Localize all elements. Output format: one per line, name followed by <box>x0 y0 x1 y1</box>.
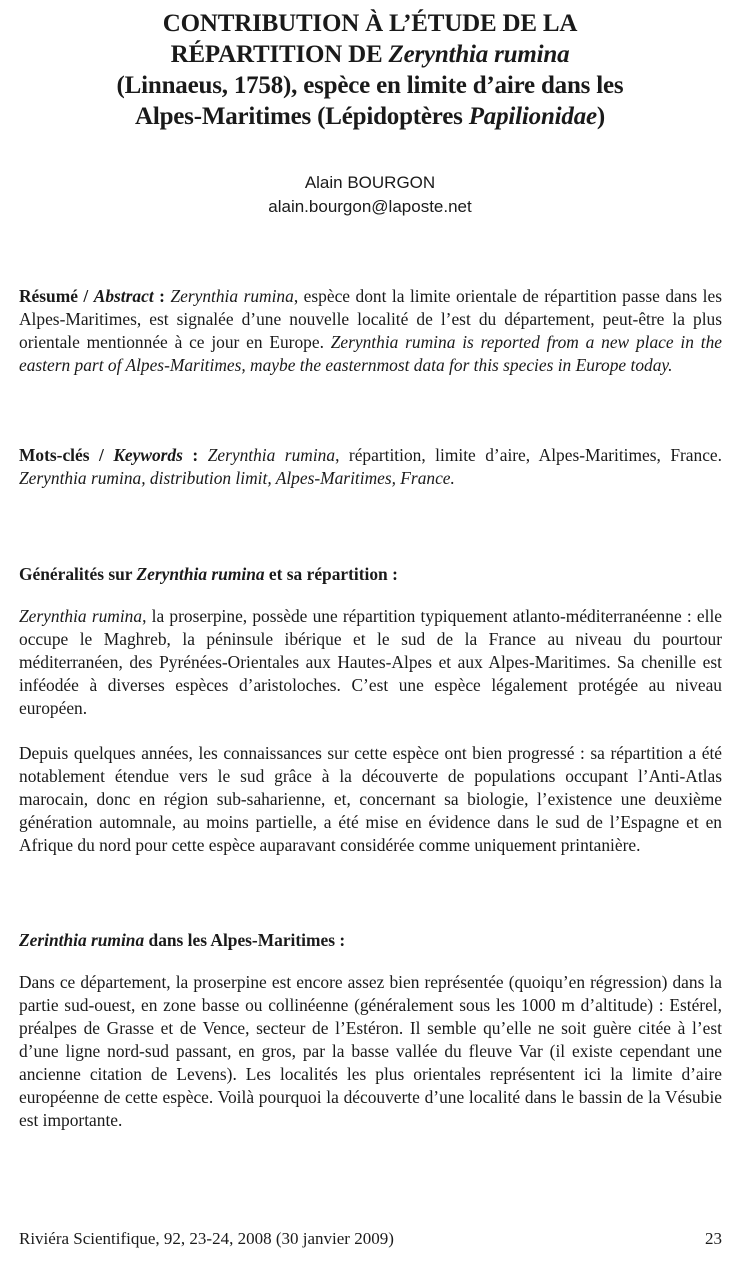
abstract-text-en: Zerynthia rumina is reported from a new place in the eastern part of Alpes-Maritimes, maybe the easternmost data for this species in Europe today. <box>19 332 722 375</box>
section-1-heading-suffix: et sa répartition : <box>264 564 398 584</box>
author-email: alain.bourgon@laposte.net <box>268 197 472 216</box>
keywords-paragraph <box>19 444 722 490</box>
keywords-species: Zerynthia rumina <box>207 445 336 465</box>
keywords-colon: : <box>182 445 208 465</box>
title-line-3: (Linnaeus, 1758), espèce en limite d’aire dans les <box>116 72 624 99</box>
section-1-p1-text: , la proserpine, possède une répartition typiquement atlanto-méditerranéenne : elle occupe le Maghreb, la péninsule ibérique et le sud de la France au niveau du pourtour méditerranéen, des Pyrénées-Orientales aux Hautes-Alpes et aux Alpes-Maritimes. Sa chenille est inféodée à diverses espèces d’aristoloches. C’est une espèce légalement protégée au niveau européen. <box>19 606 722 718</box>
title-line-2-prefix: RÉPARTITION DE <box>170 41 389 68</box>
title-species-name: Zerynthia rumina <box>388 41 570 68</box>
title-line-2 <box>40 39 700 70</box>
abstract-colon: : <box>153 286 171 306</box>
article-title <box>40 8 700 132</box>
section-2-paragraph-1: Dans ce département, la proserpine est encore assez bien représentée (quoiqu’en régression) dans la partie sud-ouest, en zone basse ou collinéenne (généralement sous les 1000 m d’altitude) : Estérel, préalpes de Grasse et de Vence, secteur de l’Estéron. Il semble qu’elle ne soit guère citée à l’est d’une ligne nord-sud passant, en gros, par la basse vallée du fleuve Var (il existe cependant une ancienne citation de Levens). Les localités les plus orientales représentent ici la limite d’aire européenne de cette espèce. Voilà pourquoi la découverte d’une localité dans le bassin de la Vésubie est importante. <box>19 972 722 1130</box>
keywords-label-en: Keywords <box>113 445 183 465</box>
section-1-heading <box>19 562 722 586</box>
abstract-species: Zerynthia rumina <box>170 286 294 306</box>
title-line-4-prefix: Alpes-Maritimes (Lépidoptères <box>134 103 469 130</box>
footer-citation: Riviéra Scientifique, 92, 23-24, 2008 (30 janvier 2009) <box>19 1229 394 1248</box>
section-1-heading-species: Zerynthia rumina <box>136 564 265 584</box>
section-2-heading-species: Zerinthia rumina <box>19 930 145 950</box>
abstract-text-fr: , espèce dont la limite orientale de répartition passe dans les Alpes-Maritimes, est signalée d’une nouvelle localité de l’est du département, peut-être la plus orientale mentionnée à ce jour en Europe. <box>19 286 723 352</box>
page-number: 23 <box>705 1229 722 1248</box>
section-1-paragraph-1 <box>19 605 722 720</box>
section-2-heading <box>19 928 722 952</box>
section-1-heading-prefix: Généralités sur <box>19 564 137 584</box>
title-line-4-suffix: ) <box>596 103 606 130</box>
abstract-label-en: Abstract <box>93 286 154 306</box>
section-2-heading-suffix: dans les Alpes-Maritimes : <box>144 930 346 950</box>
abstract-paragraph <box>19 285 722 377</box>
author-block <box>40 171 700 219</box>
keywords-text-en: Zerynthia rumina, distribution limit, Alpes-Maritimes, France. <box>19 468 455 488</box>
section-1-species: Zerynthia rumina <box>19 606 143 626</box>
keywords-label-fr: Mots-clés / <box>19 445 104 465</box>
author-name: Alain BOURGON <box>304 173 436 192</box>
title-line-1: CONTRIBUTION À L’ÉTUDE DE LA <box>162 10 578 37</box>
keywords-text-fr: , répartition, limite d’aire, Alpes-Maritimes, France. <box>335 445 723 465</box>
title-line-4 <box>40 101 700 132</box>
title-family-name: Papilionidae <box>468 103 597 130</box>
section-1-paragraph-2: Depuis quelques années, les connaissances sur cette espèce ont bien progressé : sa répartition a été notablement étendue vers le sud grâce à la découverte de populations occupant l’Anti-Atlas marocain, donc en région sub-saharienne, et, concernant sa biologie, l’existence une deuxième génération automnale, au moins partielle, a été mise en évidence dans le sud de l’Espagne et en Afrique du nord pour cette espèce auparavant considérée comme uniquement printanière. <box>19 743 722 855</box>
abstract-label-fr: Résumé / <box>19 286 89 306</box>
page-footer <box>19 1227 722 1251</box>
